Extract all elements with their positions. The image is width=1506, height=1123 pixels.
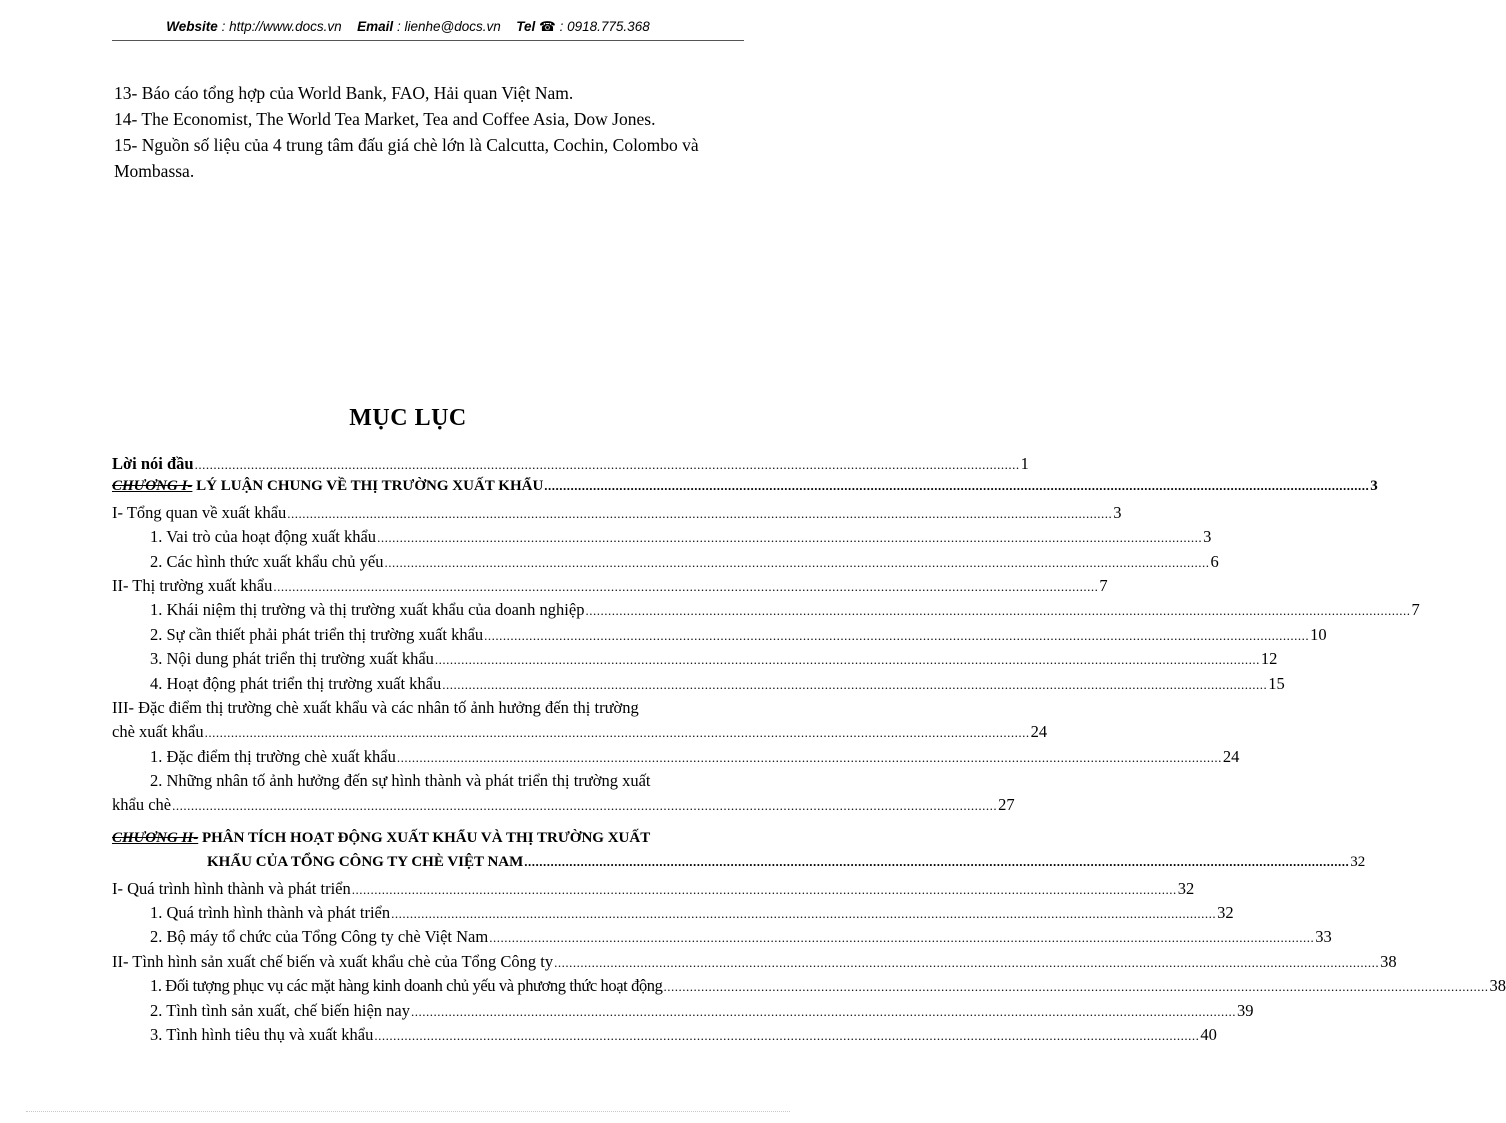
- dot-leader: ............................................................................................................................................................................................................................: [554, 954, 1380, 970]
- toc-entry[interactable]: [112, 722, 1048, 746]
- reference-item: 13- Báo cáo tổng hợp của World Bank, FAO, Hải quan Việt Nam.: [114, 83, 574, 103]
- toc-entry-text: Lời nói đầu: [112, 454, 194, 473]
- toc-entry-text: I- Quá trình hình thành và phát triển: [112, 878, 351, 898]
- phone-icon: ☎: [539, 19, 556, 34]
- dot-leader: ............................................................................................................................................................................................................................: [391, 906, 1217, 922]
- references-list: [114, 80, 739, 184]
- toc-page-number: 32: [1217, 903, 1234, 923]
- dot-leader: ............................................................................................................................................................................................................................: [396, 749, 1222, 765]
- dot-leader: ............................................................................................................................................................................................................................: [374, 1027, 1200, 1043]
- toc-title: MỤC LỤC: [349, 405, 467, 431]
- dot-leader: ............................................................................................................................................................................................................................: [351, 881, 1177, 897]
- chapter-title-continuation: KHẨU CỦA TỔNG CÔNG TY CHÈ VIỆT NAM: [207, 854, 524, 871]
- toc-entry-text: II- Tình hình sản xuất chế biến và xuất khẩu chè của Tổng Công ty: [112, 951, 554, 971]
- email-label: Email: [357, 19, 394, 34]
- toc-entry-text: 2. Bộ máy tổ chức của Tổng Công ty chè Việt Nam: [150, 927, 489, 947]
- toc-entry[interactable]: [112, 673, 1285, 698]
- toc-page-number: 7: [1099, 575, 1108, 595]
- toc-entry[interactable]: [112, 795, 1015, 819]
- header-divider: [112, 40, 744, 41]
- toc-entry-text: 1. Quá trình hình thành và phát triển: [150, 903, 391, 923]
- reference-item: Mombassa.: [114, 161, 195, 181]
- toc-entry-text: 1. Khái niệm thị trường và thị trường xuất khẩu của doanh nghiệp: [150, 600, 585, 620]
- toc-page-number: 27: [998, 795, 1015, 815]
- toc-entry-text: 1. Vai trò của hoạt động xuất khẩu: [150, 527, 377, 547]
- toc-page-number: 3: [1113, 502, 1122, 522]
- dot-leader: ............................................................................................................................................................................................................................: [194, 457, 1020, 472]
- toc-page-number: 38: [1380, 951, 1397, 971]
- dot-leader: ............................................................................................................................................................................................................................: [377, 530, 1203, 546]
- toc-entry[interactable]: [112, 575, 1108, 600]
- toc-page-number: 15: [1268, 673, 1285, 693]
- toc-entry[interactable]: [112, 927, 1332, 951]
- toc-page-number: 24: [1222, 746, 1240, 766]
- toc-entry-continuation: khẩu chè: [112, 795, 172, 815]
- toc-entry[interactable]: [112, 624, 1327, 649]
- toc-entry[interactable]: [112, 502, 1122, 527]
- toc-page-number: 32: [1350, 854, 1366, 871]
- chapter-label: CHƯƠNG I-: [112, 478, 193, 495]
- toc-page-number: 32: [1177, 878, 1195, 898]
- toc-entry[interactable]: [112, 976, 1506, 1000]
- toc-page-number: 12: [1260, 649, 1278, 669]
- toc-entry-continuation: chè xuất khẩu: [112, 722, 204, 742]
- toc-entry-text: 1. Đối tượng phục vụ các mặt hàng kinh doanh chủ yếu và phương thức hoạt động: [150, 976, 663, 996]
- website-label: Website: [166, 19, 218, 34]
- reference-item: 15- Nguồn số liệu của 4 trung tâm đấu giá chè lớn là Calcutta, Cochin, Colombo và: [114, 135, 699, 155]
- chapter-title: LÝ LUẬN CHUNG VỀ THỊ TRƯỜNG XUẤT KHẨU: [192, 478, 544, 495]
- dot-leader: ............................................................................................................................................................................................................................: [489, 930, 1315, 946]
- email-value[interactable]: : lienhe@docs.vn: [396, 19, 501, 34]
- chapter-label: CHƯƠNG II-: [112, 829, 199, 846]
- dot-leader: ............................................................................................................................................................................................................................: [663, 979, 1489, 995]
- toc-entry-text: 2. Sự cần thiết phải phát triển thị trường xuất khẩu: [150, 624, 484, 644]
- dot-leader: ............................................................................................................................................................................................................................: [434, 652, 1260, 668]
- toc-chapter-2-cont[interactable]: [112, 854, 1366, 878]
- toc-entry-text: 2. Các hình thức xuất khẩu chủ yếu: [150, 551, 384, 571]
- dot-leader: ............................................................................................................................................................................................................................: [544, 478, 1370, 494]
- toc-entry[interactable]: [112, 878, 1195, 903]
- dot-leader: ............................................................................................................................................................................................................................: [384, 554, 1210, 570]
- toc-chapter-1[interactable]: [112, 478, 1378, 502]
- dot-leader: ............................................................................................................................................................................................................................: [410, 1003, 1236, 1019]
- toc-entry-text: II- Thị trường xuất khẩu: [112, 575, 273, 595]
- dot-leader: ............................................................................................................................................................................................................................: [273, 578, 1099, 594]
- toc-entry[interactable]: [112, 1000, 1254, 1025]
- toc-entry-text: I- Tổng quan về xuất khẩu: [112, 502, 287, 522]
- toc-entry[interactable]: [112, 951, 1397, 976]
- toc-entry-text: 1. Đặc điểm thị trường chè xuất khẩu: [150, 746, 396, 766]
- toc-entry-text: 3. Tình hình tiêu thụ và xuất khẩu: [150, 1024, 374, 1044]
- toc-entry[interactable]: [112, 903, 1234, 927]
- toc-entry[interactable]: [112, 649, 1278, 673]
- footer-divider: [26, 1111, 790, 1112]
- toc-page-number: 1: [1020, 454, 1029, 473]
- toc-page-number: 6: [1210, 551, 1219, 571]
- website-value[interactable]: : http://www.docs.vn: [221, 19, 342, 34]
- dot-leader: ............................................................................................................................................................................................................................: [172, 798, 998, 814]
- toc-page-number: 38: [1489, 976, 1506, 996]
- dot-leader: ............................................................................................................................................................................................................................: [442, 676, 1268, 692]
- dot-leader: ............................................................................................................................................................................................................................: [204, 725, 1030, 741]
- toc-page-number: 40: [1200, 1024, 1217, 1044]
- toc-entry-text[interactable]: 2. Những nhân tố ảnh hưởng đến sự hình thành và phát triển thị trường xuất: [150, 771, 651, 791]
- toc-page-number: 7: [1411, 600, 1420, 620]
- dot-leader: ............................................................................................................................................................................................................................: [585, 603, 1411, 619]
- toc-page-number: 3: [1203, 527, 1212, 547]
- dot-leader: ............................................................................................................................................................................................................................: [524, 854, 1350, 870]
- dot-leader: ............................................................................................................................................................................................................................: [484, 627, 1310, 643]
- chapter-title: PHÂN TÍCH HOẠT ĐỘNG XUẤT KHẨU VÀ THỊ TRƯỜNG XUẤT: [198, 829, 651, 846]
- reference-item: 14- The Economist, The World Tea Market, Tea and Coffee Asia, Dow Jones.: [114, 109, 656, 129]
- toc-entry[interactable]: [112, 600, 1420, 624]
- toc-entry-text: 3. Nội dung phát triển thị trường xuất khẩu: [150, 649, 434, 669]
- table-of-contents: [112, 454, 1506, 1049]
- toc-page-number: 39: [1236, 1000, 1254, 1020]
- toc-entry[interactable]: [112, 1024, 1217, 1049]
- toc-entry[interactable]: [112, 551, 1219, 576]
- page-header: [0, 19, 816, 35]
- toc-entry[interactable]: [112, 746, 1240, 771]
- dot-leader: ............................................................................................................................................................................................................................: [287, 505, 1113, 521]
- toc-chapter-2[interactable]: [112, 830, 742, 854]
- toc-preface[interactable]: [112, 454, 1029, 478]
- toc-page-number: 24: [1030, 722, 1048, 742]
- tel-value: : 0918.775.368: [559, 19, 650, 34]
- tel-label: Tel: [516, 19, 536, 34]
- toc-page-number: 33: [1315, 927, 1332, 947]
- toc-entry[interactable]: [112, 527, 1212, 551]
- toc-entry-text: 4. Hoạt động phát triển thị trường xuất khẩu: [150, 673, 442, 693]
- toc-page-number: 3: [1370, 478, 1378, 495]
- toc-page-number: 10: [1310, 624, 1327, 644]
- toc-entry-text[interactable]: III- Đặc điểm thị trường chè xuất khẩu và các nhân tố ảnh hưởng đến thị trường: [112, 697, 639, 717]
- toc-entry-text: 2. Tình tình sản xuất, chế biến hiện nay: [150, 1000, 410, 1020]
